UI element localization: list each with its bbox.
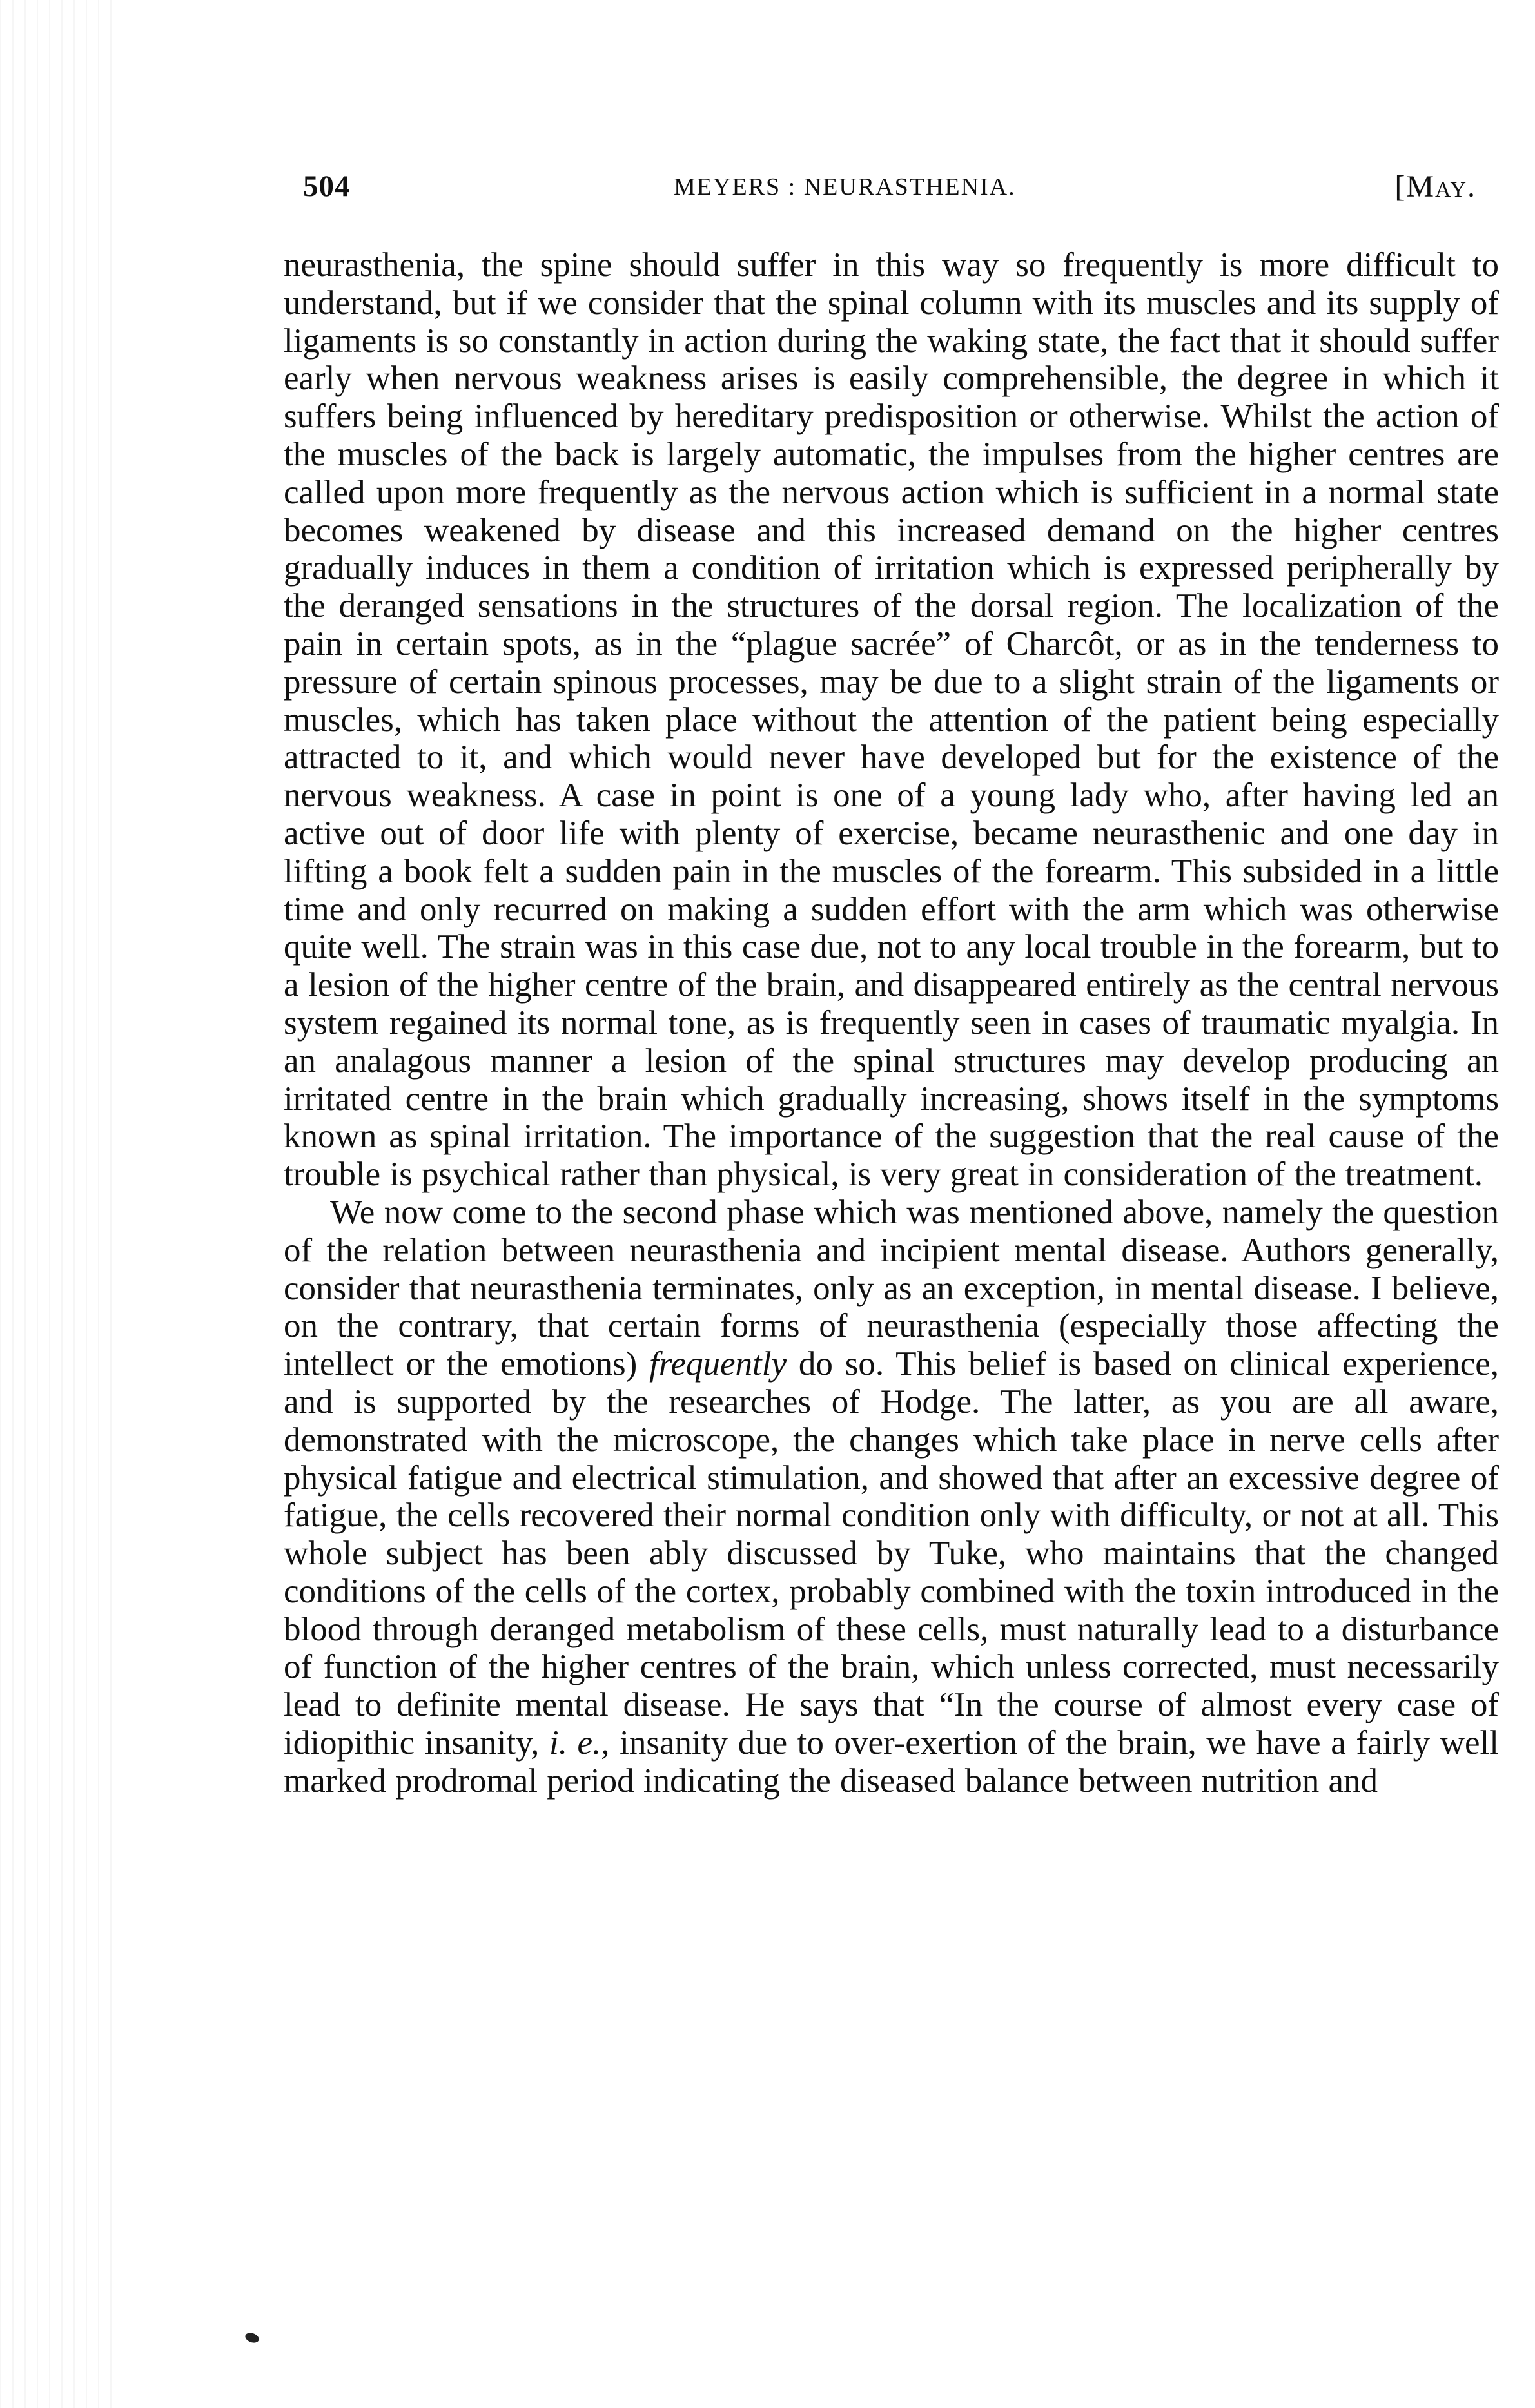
body-text xyxy=(284,246,1499,1800)
scan-margin-artifact xyxy=(0,0,122,2408)
paragraph-2-emphasis: frequently xyxy=(649,1345,787,1383)
paragraph-2-part-a: We now come to the second phase which was mentioned above, namely the question of the relation between neurasthenia and incipient mental disease. Authors generally, consider that neurasthenia terminates, only as an exception, in mental disease. I believe, on the contrary, that certain forms of neurasthenia (especially those affecting the intellect or the emotions) xyxy=(284,1193,1499,1383)
paragraph-2-abbrev: i. e., xyxy=(549,1724,610,1762)
page-number: 504 xyxy=(303,170,351,203)
page-header xyxy=(303,169,1476,214)
paragraph-2-part-c: insanity due to over-exertion of the brain, we have a fairly well marked prodromal period indicating the diseased balance between nutrition and xyxy=(284,1724,1500,1800)
running-month: [May. xyxy=(1394,170,1476,204)
running-head: MEYERS : NEURASTHENIA. xyxy=(674,173,1016,200)
paragraph-2-part-b: do so. This belief is based on clinical experience, and is supported by the researches of Hodge. The latter, as you are all aware, demonstrated with the microscope, the changes which take place in nerve cells after physical fatigue and electrical stimulation, and showed that after an excessive degree of fatigue, the cells recovered their normal condition only with difficulty, or not at all. This whole subject has been ably discussed by Tuke, who maintains that the changed conditions of the cells of the cortex, probably combined with the toxin introduced in the blood through deranged metabolism of these cells, must naturally lead to a disturbance of function of the higher centres of the brain, which unless corrected, must necessarily lead to definite mental disease. He says that “In the course of almost every case of idiopithic insanity, xyxy=(284,1345,1500,1762)
ink-blot xyxy=(244,2331,260,2345)
paragraph-2 xyxy=(284,1194,1499,1800)
paragraph-1: neurasthenia, the spine should suffer in this way so frequently is more difficult to understand, but if we consider that the spinal column with its muscles and its supply of ligaments is so constantly in action during the waking state, the fact that it should suffer early when nervous weakness arises is easily comprehensible, the degree in which it suffers being influenced by hereditary predisposition or otherwise. Whilst the action of the muscles of the back is largely automatic, the impulses from the higher centres are called upon more frequently as the nervous action which is sufficient in a normal state becomes weakened by disease and this increased demand on the higher centres gradually induces in them a condition of irritation which is expressed peripherally by the deranged sensations in the structures of the dorsal region. The localization of the pain in certain spots, as in the “plague sacrée” of Charcôt, or as in the tenderness to pressure of certain spinous processes, may be due to a slight strain of the ligaments or muscles, which has taken place without the attention of the patient being especially attracted to it, and which would never have developed but for the existence of the nervous weakness. A case in point is one of a young lady who, after having led an active out of door life with plenty of exercise, became neurasthenic and one day in lifting a book felt a sudden pain in the muscles of the forearm. This subsided in a little time and only recurred on making a sudden effort with the arm which was otherwise quite well. The strain was in this case due, not to any local trouble in the forearm, but to a lesion of the higher centre of the brain, and disappeared entirely as the central nervous system regained its normal tone, as is frequently seen in cases of traumatic myalgia. In an analagous manner a lesion of the spinal structures may develop producing an irritated centre in the brain which gradually increasing, shows itself in the symptoms known as spinal irritation. The importance of the suggestion that the real cause of the trouble is psychical rather than physical, is very great in consideration of the treatment. xyxy=(284,246,1499,1194)
